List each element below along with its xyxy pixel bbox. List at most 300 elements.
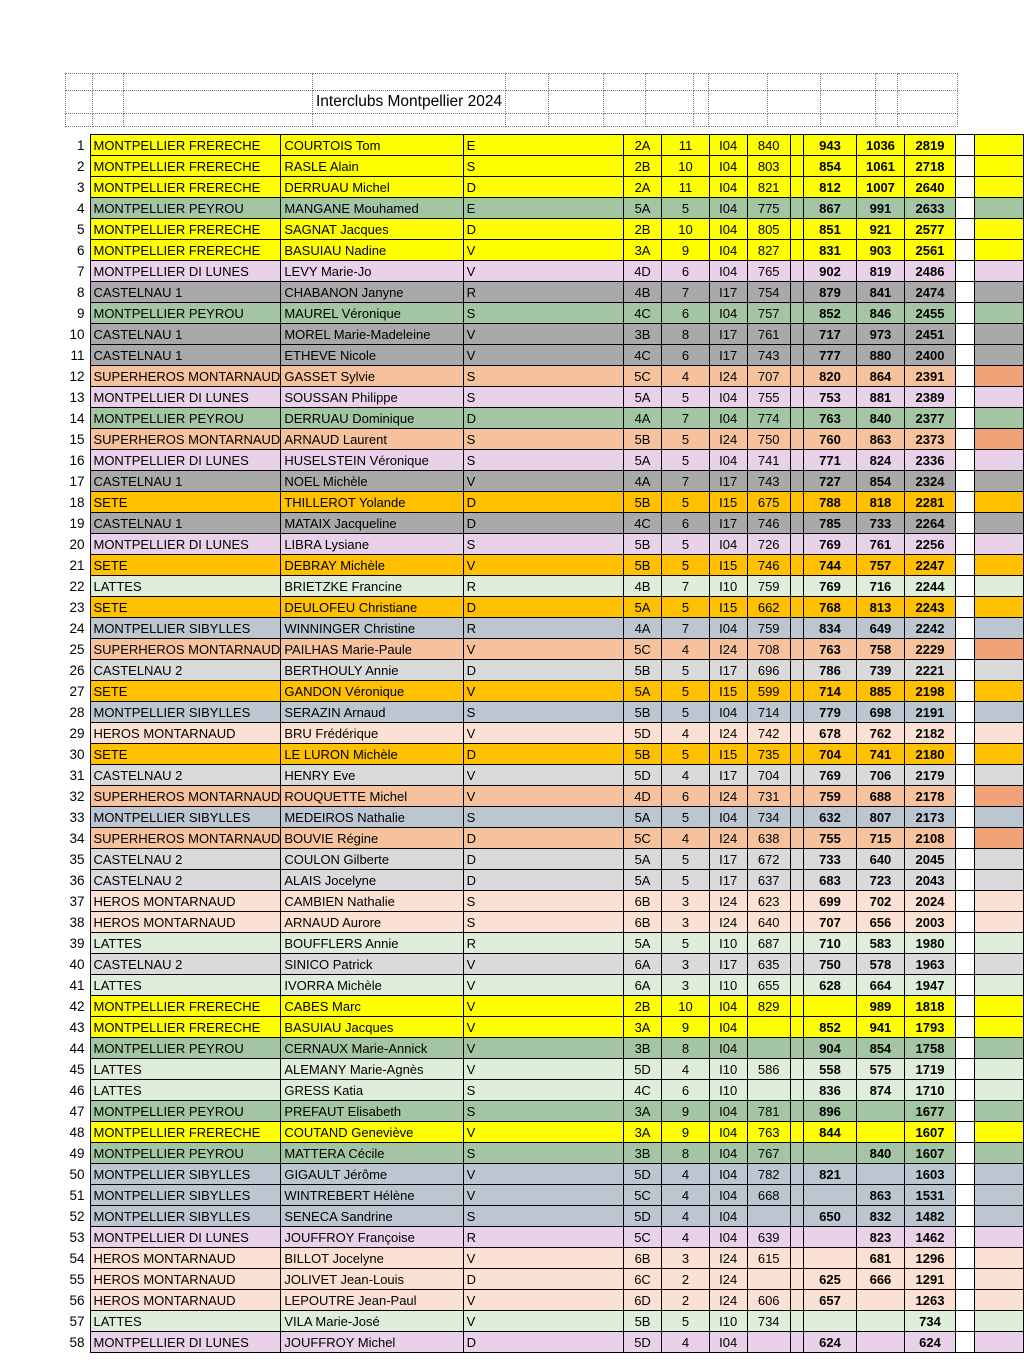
player-name-cell[interactable]: S [463,156,623,177]
series-cell[interactable]: 5 [662,807,710,828]
player-name-cell[interactable]: V [463,1185,623,1206]
series-cell[interactable]: 5 [662,744,710,765]
total-cell[interactable] [974,597,1023,618]
score1-cell[interactable]: 753 [804,387,856,408]
player-name-cell[interactable]: V [463,786,623,807]
player-name-cell[interactable]: S [463,1143,623,1164]
total-cell[interactable] [974,954,1023,975]
score1-cell[interactable]: 769 [804,765,856,786]
club-code-cell[interactable] [747,1206,790,1227]
division-cell[interactable]: MONTPELLIER FRERECHE [91,996,281,1017]
club-code-cell[interactable]: 675 [747,492,790,513]
category-cell[interactable]: 6B [623,912,661,933]
club-cell[interactable]: BILLOT Jocelyne [281,1248,463,1269]
series-cell[interactable]: 11 [662,177,710,198]
player-name-cell[interactable]: V [463,1311,623,1332]
category-cell[interactable]: 2A [623,135,661,156]
club-cell[interactable]: DEBRAY Michèle [281,555,463,576]
category-cell[interactable]: 5C [623,366,661,387]
division-cell[interactable]: HEROS MONTARNAUD [91,1290,281,1311]
club-code-cell[interactable]: 704 [747,765,790,786]
club-code-cell[interactable]: 767 [747,1143,790,1164]
score2-cell[interactable] [856,1311,905,1332]
category-cell[interactable]: 3A [623,240,661,261]
club-code-cell[interactable]: 672 [747,849,790,870]
score2-cell[interactable]: 880 [856,345,905,366]
score1-cell[interactable]: 759 [804,786,856,807]
score2-cell[interactable]: 723 [856,870,905,891]
series-cell[interactable]: 6 [662,513,710,534]
score3-cell[interactable]: 1291 [905,1269,955,1290]
total-cell[interactable] [974,450,1023,471]
club-code-cell[interactable]: 827 [747,240,790,261]
category-cell[interactable]: 2B [623,996,661,1017]
category-cell[interactable]: 6C [623,1269,661,1290]
club-code-cell[interactable]: 714 [747,702,790,723]
score2-cell[interactable]: 807 [856,807,905,828]
score3-cell[interactable]: 2024 [905,891,955,912]
category-cell[interactable]: 5B [623,429,661,450]
score2-cell[interactable]: 762 [856,723,905,744]
division-cell[interactable]: SUPERHEROS MONTARNAUD [91,639,281,660]
club-cell[interactable]: BRIETZKE Francine [281,576,463,597]
player-name-cell[interactable]: D [463,849,623,870]
club-cell[interactable]: DERRUAU Michel [281,177,463,198]
match-count-cell[interactable]: I17 [709,660,747,681]
score3-cell[interactable]: 2242 [905,618,955,639]
score3-cell[interactable]: 1677 [905,1101,955,1122]
score1-cell[interactable]: 717 [804,324,856,345]
club-code-cell[interactable]: 707 [747,366,790,387]
club-code-cell[interactable]: 655 [747,975,790,996]
series-cell[interactable]: 2 [662,1269,710,1290]
match-count-cell[interactable]: I04 [709,135,747,156]
score3-cell[interactable]: 2221 [905,660,955,681]
division-cell[interactable]: MONTPELLIER DI LUNES [91,1227,281,1248]
match-count-cell[interactable]: I04 [709,261,747,282]
club-cell[interactable]: GANDON Véronique [281,681,463,702]
total-cell[interactable] [974,534,1023,555]
total-cell[interactable] [974,996,1023,1017]
total-cell[interactable] [974,807,1023,828]
club-cell[interactable]: COULON Gilberte [281,849,463,870]
score3-cell[interactable]: 2377 [905,408,955,429]
score1-cell[interactable]: 714 [804,681,856,702]
score1-cell[interactable]: 786 [804,660,856,681]
total-cell[interactable] [974,1143,1023,1164]
score1-cell[interactable]: 558 [804,1059,856,1080]
division-cell[interactable]: CASTELNAU 1 [91,282,281,303]
series-cell[interactable]: 3 [662,1248,710,1269]
club-code-cell[interactable]: 735 [747,744,790,765]
match-count-cell[interactable]: I04 [709,1143,747,1164]
score1-cell[interactable]: 760 [804,429,856,450]
score1-cell[interactable]: 733 [804,849,856,870]
player-name-cell[interactable]: S [463,807,623,828]
score2-cell[interactable]: 733 [856,513,905,534]
score1-cell[interactable]: 779 [804,702,856,723]
club-code-cell[interactable]: 623 [747,891,790,912]
division-cell[interactable]: MONTPELLIER DI LUNES [91,1332,281,1353]
club-cell[interactable]: GIGAULT Jérôme [281,1164,463,1185]
score2-cell[interactable]: 823 [856,1227,905,1248]
club-cell[interactable]: LIBRA Lysiane [281,534,463,555]
club-code-cell[interactable]: 759 [747,576,790,597]
score1-cell[interactable]: 657 [804,1290,856,1311]
score3-cell[interactable]: 2264 [905,513,955,534]
division-cell[interactable]: MONTPELLIER DI LUNES [91,534,281,555]
score2-cell[interactable]: 824 [856,450,905,471]
score2-cell[interactable]: 903 [856,240,905,261]
player-name-cell[interactable]: V [463,1290,623,1311]
score2-cell[interactable]: 739 [856,660,905,681]
match-count-cell[interactable]: I04 [709,198,747,219]
club-code-cell[interactable]: 746 [747,513,790,534]
total-cell[interactable] [974,555,1023,576]
total-cell[interactable] [974,513,1023,534]
score3-cell[interactable]: 1793 [905,1017,955,1038]
score2-cell[interactable]: 688 [856,786,905,807]
player-name-cell[interactable]: V [463,1248,623,1269]
division-cell[interactable]: SETE [91,555,281,576]
division-cell[interactable]: SETE [91,744,281,765]
score3-cell[interactable]: 1607 [905,1143,955,1164]
club-code-cell[interactable]: 821 [747,177,790,198]
total-cell[interactable] [974,891,1023,912]
total-cell[interactable] [974,1227,1023,1248]
score1-cell[interactable]: 699 [804,891,856,912]
total-cell[interactable] [974,1017,1023,1038]
division-cell[interactable]: CASTELNAU 2 [91,870,281,891]
category-cell[interactable]: 6B [623,891,661,912]
score1-cell[interactable]: 704 [804,744,856,765]
match-count-cell[interactable]: I04 [709,1101,747,1122]
total-cell[interactable] [974,1038,1023,1059]
score1-cell[interactable]: 632 [804,807,856,828]
player-name-cell[interactable]: R [463,282,623,303]
division-cell[interactable]: HEROS MONTARNAUD [91,891,281,912]
division-cell[interactable]: MONTPELLIER PEYROU [91,1101,281,1122]
score2-cell[interactable] [856,1101,905,1122]
score1-cell[interactable]: 836 [804,1080,856,1101]
player-name-cell[interactable]: V [463,324,623,345]
club-cell[interactable]: GASSET Sylvie [281,366,463,387]
total-cell[interactable] [974,1101,1023,1122]
match-count-cell[interactable]: I04 [709,1122,747,1143]
match-count-cell[interactable]: I24 [709,639,747,660]
match-count-cell[interactable]: I17 [709,765,747,786]
division-cell[interactable]: MONTPELLIER PEYROU [91,1143,281,1164]
score1-cell[interactable]: 943 [804,135,856,156]
score2-cell[interactable]: 846 [856,303,905,324]
division-cell[interactable]: LATTES [91,933,281,954]
category-cell[interactable]: 5B [623,492,661,513]
division-cell[interactable]: CASTELNAU 1 [91,324,281,345]
category-cell[interactable]: 5A [623,681,661,702]
club-cell[interactable]: MANGANE Mouhamed [281,198,463,219]
division-cell[interactable]: CASTELNAU 2 [91,954,281,975]
series-cell[interactable]: 6 [662,786,710,807]
player-name-cell[interactable]: S [463,702,623,723]
club-cell[interactable]: BERTHOULY Annie [281,660,463,681]
category-cell[interactable]: 2A [623,177,661,198]
player-name-cell[interactable]: V [463,996,623,1017]
division-cell[interactable]: MONTPELLIER FRERECHE [91,240,281,261]
player-name-cell[interactable]: R [463,1227,623,1248]
player-name-cell[interactable]: V [463,954,623,975]
score3-cell[interactable]: 1263 [905,1290,955,1311]
player-name-cell[interactable]: S [463,1101,623,1122]
total-cell[interactable] [974,660,1023,681]
score2-cell[interactable]: 840 [856,408,905,429]
division-cell[interactable]: SETE [91,597,281,618]
club-cell[interactable]: MATTERA Cécile [281,1143,463,1164]
total-cell[interactable] [974,408,1023,429]
category-cell[interactable]: 6A [623,954,661,975]
match-count-cell[interactable]: I24 [709,891,747,912]
score1-cell[interactable]: 769 [804,534,856,555]
score3-cell[interactable]: 1758 [905,1038,955,1059]
total-cell[interactable] [974,345,1023,366]
category-cell[interactable]: 5C [623,1227,661,1248]
category-cell[interactable]: 5A [623,933,661,954]
score1-cell[interactable]: 727 [804,471,856,492]
total-cell[interactable] [974,1164,1023,1185]
score1-cell[interactable]: 852 [804,1017,856,1038]
category-cell[interactable]: 5C [623,639,661,660]
club-cell[interactable]: BOUVIE Régine [281,828,463,849]
category-cell[interactable]: 5D [623,723,661,744]
club-code-cell[interactable]: 774 [747,408,790,429]
score2-cell[interactable]: 656 [856,912,905,933]
score2-cell[interactable]: 991 [856,198,905,219]
score3-cell[interactable]: 2400 [905,345,955,366]
score1-cell[interactable]: 769 [804,576,856,597]
total-cell[interactable] [974,702,1023,723]
score3-cell[interactable]: 2244 [905,576,955,597]
score3-cell[interactable]: 2336 [905,450,955,471]
score3-cell[interactable]: 2281 [905,492,955,513]
club-code-cell[interactable]: 741 [747,450,790,471]
score1-cell[interactable]: 707 [804,912,856,933]
series-cell[interactable]: 5 [662,660,710,681]
total-cell[interactable] [974,744,1023,765]
match-count-cell[interactable]: I10 [709,975,747,996]
total-cell[interactable] [974,618,1023,639]
category-cell[interactable]: 4D [623,261,661,282]
score2-cell[interactable]: 874 [856,1080,905,1101]
club-cell[interactable]: WINNINGER Christine [281,618,463,639]
category-cell[interactable]: 6D [623,1290,661,1311]
score1-cell[interactable]: 678 [804,723,856,744]
score1-cell[interactable]: 785 [804,513,856,534]
division-cell[interactable]: MONTPELLIER PEYROU [91,303,281,324]
club-cell[interactable]: CERNAUX Marie-Annick [281,1038,463,1059]
club-cell[interactable]: JOUFFROY Michel [281,1332,463,1353]
player-name-cell[interactable]: S [463,891,623,912]
series-cell[interactable]: 10 [662,996,710,1017]
score2-cell[interactable]: 583 [856,933,905,954]
series-cell[interactable]: 4 [662,1185,710,1206]
score1-cell[interactable]: 820 [804,366,856,387]
player-name-cell[interactable]: E [463,198,623,219]
series-cell[interactable]: 5 [662,1311,710,1332]
score1-cell[interactable]: 771 [804,450,856,471]
club-cell[interactable]: JOUFFROY Françoise [281,1227,463,1248]
category-cell[interactable]: 4C [623,345,661,366]
division-cell[interactable]: CASTELNAU 1 [91,471,281,492]
series-cell[interactable]: 9 [662,240,710,261]
match-count-cell[interactable]: I04 [709,618,747,639]
match-count-cell[interactable]: I17 [709,471,747,492]
total-cell[interactable] [974,912,1023,933]
score1-cell[interactable]: 750 [804,954,856,975]
club-code-cell[interactable]: 755 [747,387,790,408]
club-cell[interactable]: PAILHAS Marie-Paule [281,639,463,660]
score1-cell[interactable]: 851 [804,219,856,240]
match-count-cell[interactable]: I04 [709,240,747,261]
score3-cell[interactable]: 1531 [905,1185,955,1206]
score3-cell[interactable]: 2474 [905,282,955,303]
total-cell[interactable] [974,261,1023,282]
score3-cell[interactable]: 2229 [905,639,955,660]
match-count-cell[interactable]: I17 [709,282,747,303]
club-code-cell[interactable]: 586 [747,1059,790,1080]
player-name-cell[interactable]: D [463,219,623,240]
score3-cell[interactable]: 2373 [905,429,955,450]
score1-cell[interactable]: 624 [804,1332,856,1353]
club-cell[interactable]: DEULOFEU Christiane [281,597,463,618]
series-cell[interactable]: 6 [662,1080,710,1101]
division-cell[interactable]: HEROS MONTARNAUD [91,912,281,933]
score2-cell[interactable]: 864 [856,366,905,387]
score2-cell[interactable]: 813 [856,597,905,618]
category-cell[interactable]: 3A [623,1101,661,1122]
score3-cell[interactable]: 1462 [905,1227,955,1248]
club-code-cell[interactable]: 734 [747,807,790,828]
division-cell[interactable]: MONTPELLIER SIBYLLES [91,807,281,828]
score1-cell[interactable]: 788 [804,492,856,513]
score3-cell[interactable]: 2003 [905,912,955,933]
score1-cell[interactable]: 683 [804,870,856,891]
score1-cell[interactable]: 896 [804,1101,856,1122]
score2-cell[interactable] [856,1290,905,1311]
club-cell[interactable]: ARNAUD Aurore [281,912,463,933]
series-cell[interactable]: 4 [662,1227,710,1248]
category-cell[interactable]: 4A [623,618,661,639]
score2-cell[interactable]: 575 [856,1059,905,1080]
club-cell[interactable]: CHABANON Janyne [281,282,463,303]
player-name-cell[interactable]: D [463,492,623,513]
club-cell[interactable]: MEDEIROS Nathalie [281,807,463,828]
division-cell[interactable]: CASTELNAU 2 [91,765,281,786]
score3-cell[interactable]: 2178 [905,786,955,807]
score1-cell[interactable]: 744 [804,555,856,576]
player-name-cell[interactable]: V [463,555,623,576]
player-name-cell[interactable]: D [463,1269,623,1290]
score1-cell[interactable]: 902 [804,261,856,282]
division-cell[interactable]: MONTPELLIER SIBYLLES [91,1185,281,1206]
category-cell[interactable]: 4A [623,408,661,429]
series-cell[interactable]: 9 [662,1122,710,1143]
score1-cell[interactable]: 777 [804,345,856,366]
club-cell[interactable]: ARNAUD Laurent [281,429,463,450]
division-cell[interactable]: HEROS MONTARNAUD [91,1248,281,1269]
player-name-cell[interactable]: V [463,1017,623,1038]
score3-cell[interactable]: 2455 [905,303,955,324]
club-code-cell[interactable]: 662 [747,597,790,618]
score3-cell[interactable]: 2243 [905,597,955,618]
category-cell[interactable]: 5A [623,870,661,891]
score2-cell[interactable]: 921 [856,219,905,240]
score3-cell[interactable]: 2640 [905,177,955,198]
match-count-cell[interactable]: I17 [709,513,747,534]
total-cell[interactable] [974,282,1023,303]
score3-cell[interactable]: 1818 [905,996,955,1017]
category-cell[interactable]: 5B [623,744,661,765]
series-cell[interactable]: 5 [662,492,710,513]
match-count-cell[interactable]: I24 [709,1269,747,1290]
score2-cell[interactable]: 741 [856,744,905,765]
score3-cell[interactable]: 624 [905,1332,955,1353]
score3-cell[interactable]: 2182 [905,723,955,744]
match-count-cell[interactable]: I24 [709,912,747,933]
player-name-cell[interactable]: S [463,450,623,471]
category-cell[interactable]: 5D [623,765,661,786]
player-name-cell[interactable]: V [463,975,623,996]
player-name-cell[interactable]: V [463,681,623,702]
division-cell[interactable]: MONTPELLIER SIBYLLES [91,702,281,723]
club-code-cell[interactable]: 840 [747,135,790,156]
category-cell[interactable]: 3A [623,1017,661,1038]
score1-cell[interactable]: 852 [804,303,856,324]
division-cell[interactable]: LATTES [91,1059,281,1080]
category-cell[interactable]: 2B [623,219,661,240]
series-cell[interactable]: 4 [662,1332,710,1353]
match-count-cell[interactable]: I04 [709,177,747,198]
score2-cell[interactable]: 758 [856,639,905,660]
series-cell[interactable]: 9 [662,1101,710,1122]
score3-cell[interactable]: 1296 [905,1248,955,1269]
series-cell[interactable]: 4 [662,639,710,660]
score2-cell[interactable]: 854 [856,471,905,492]
club-code-cell[interactable]: 803 [747,156,790,177]
series-cell[interactable]: 5 [662,429,710,450]
score3-cell[interactable]: 2108 [905,828,955,849]
series-cell[interactable]: 4 [662,1164,710,1185]
club-cell[interactable]: WINTREBERT Hélène [281,1185,463,1206]
player-name-cell[interactable]: D [463,408,623,429]
total-cell[interactable] [974,828,1023,849]
category-cell[interactable]: 5A [623,450,661,471]
series-cell[interactable]: 5 [662,849,710,870]
player-name-cell[interactable]: D [463,660,623,681]
club-cell[interactable]: ETHEVE Nicole [281,345,463,366]
player-name-cell[interactable]: D [463,513,623,534]
score2-cell[interactable] [856,1164,905,1185]
score3-cell[interactable]: 2191 [905,702,955,723]
club-code-cell[interactable]: 781 [747,1101,790,1122]
score1-cell[interactable]: 628 [804,975,856,996]
match-count-cell[interactable]: I10 [709,1311,747,1332]
total-cell[interactable] [974,1080,1023,1101]
division-cell[interactable]: LATTES [91,1311,281,1332]
category-cell[interactable]: 5D [623,1206,661,1227]
series-cell[interactable]: 8 [662,324,710,345]
club-code-cell[interactable]: 635 [747,954,790,975]
match-count-cell[interactable]: I24 [709,723,747,744]
total-cell[interactable] [974,492,1023,513]
